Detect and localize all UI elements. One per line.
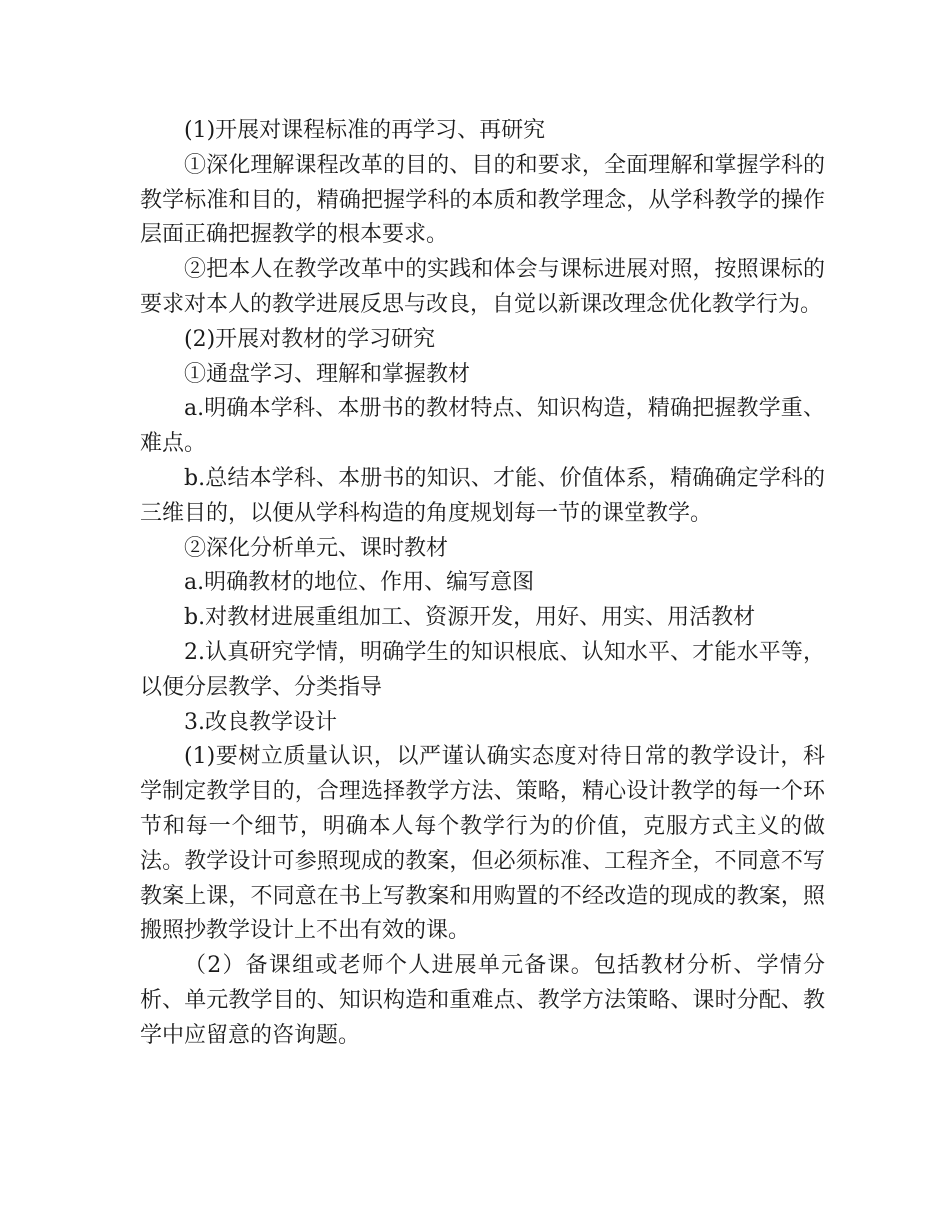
paragraph-11: 2.认真研究学情，明确学生的知识根底、认知水平、才能水平等，以便分层教学、分类指导 [140,639,825,700]
paragraph-6: a.明确本学科、本册书的教材特点、知识构造，精确把握教学重、难点。 [140,396,825,457]
paragraph-3: ②把本人在教学改革中的实践和体会与课标进展对照，按照课标的要求对本人的教学进展反思与改良，自觉以新课改理念优化教学行为。 [140,257,825,317]
paragraph-7: b.总结本学科、本册书的知识、才能、价值体系，精确确定学科的三维目的，以便从学科构造的角度规划每一节的课堂教学。 [140,465,825,526]
paragraph-8: ②深化分析单元、课时教材 [184,535,449,561]
paragraph-1: (1)开展对课程标准的再学习、再研究 [184,118,546,143]
paragraph-4: (2)开展对教材的学习研究 [184,326,436,352]
paragraph-9: a.明确教材的地位、作用、编写意图 [184,570,535,596]
document-body [140,114,825,1054]
paragraph-2: ①深化理解课程改革的目的、目的和要求，全面理解和掌握学科的教学标准和目的，精确把握学科的本质和教学理念，从学科教学的操作层面正确把握教学的根本要求。 [140,152,825,248]
paragraph-12: 3.改良教学设计 [184,709,337,735]
paragraph-14: （2）备课组或老师个人进展单元备课。包括教材分析、学情分析、单元教学目的、知识构造和重难点、教学方法策略、课时分配、教学中应留意的咨询题。 [140,953,825,1048]
paragraph-10: b.对教材进展重组加工、资源开发，用好、用实、用活教材 [184,605,756,631]
paragraph-5: ①通盘学习、理解和掌握教材 [184,361,471,387]
paragraph-13: (1)要树立质量认识，以严谨认确实态度对待日常的教学设计，科学制定教学目的，合理选择教学方法、策略，精心设计教学的每一个环节和每一个细节，明确本人每个教学行为的价值，克服方式主义的做法。教学设计可参照现成的教案，但必须标准、工程齐全，不同意不写教案上课，不同意在书上写教案和用购置的不经改造的现成的教案，照搬照抄教学设计上不出有效的课。 [140,744,825,944]
